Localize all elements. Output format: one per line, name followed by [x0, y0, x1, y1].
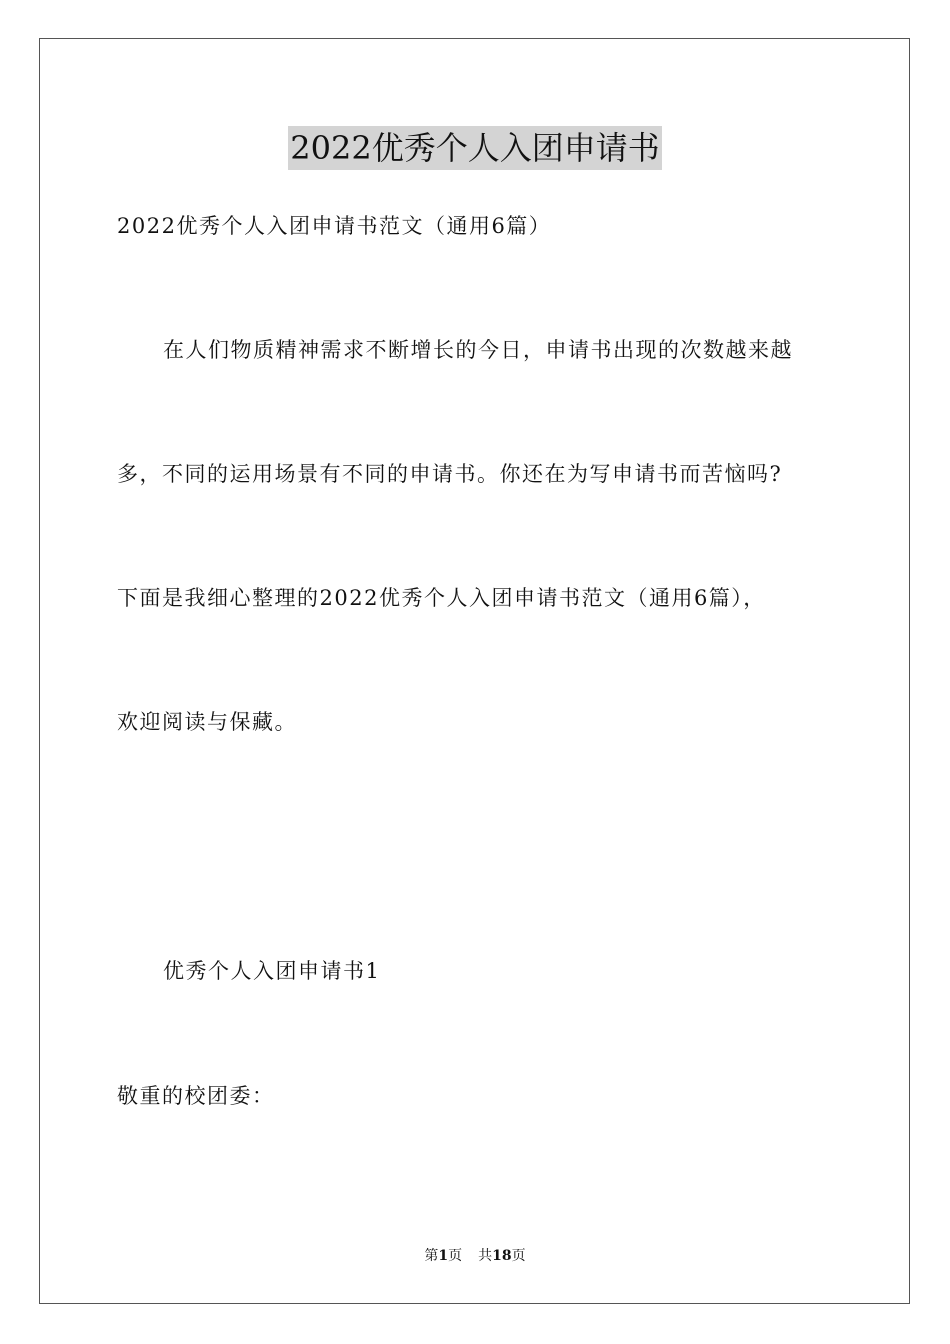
total-suffix: 页: [511, 1248, 526, 1264]
page-suffix: 页: [448, 1248, 463, 1264]
section-heading: 优秀个人入团申请书1: [163, 959, 381, 983]
title-container: [0, 126, 950, 170]
intro-line-1: 在人们物质精神需求不断增长的今日，申请书出现的次数越来越: [163, 338, 793, 362]
page-number: 1: [438, 1248, 449, 1264]
intro-line-3: 下面是我细心整理的2022优秀个人入团申请书范文（通用6篇），: [117, 586, 766, 610]
intro-line-2: 多，不同的运用场景有不同的申请书。你还在为写申请书而苦恼吗?: [117, 462, 783, 486]
intro-line-4: 欢迎阅读与保藏。: [117, 710, 297, 734]
page-footer: [0, 1246, 950, 1266]
salutation: 敬重的校团委：: [117, 1084, 275, 1108]
total-prefix: 共: [478, 1248, 493, 1264]
document-subtitle: 2022优秀个人入团申请书范文（通用6篇）: [117, 214, 552, 238]
page-prefix: 第: [424, 1248, 439, 1264]
document-title: 2022优秀个人入团申请书: [288, 126, 661, 170]
total-pages: 18: [492, 1248, 512, 1264]
